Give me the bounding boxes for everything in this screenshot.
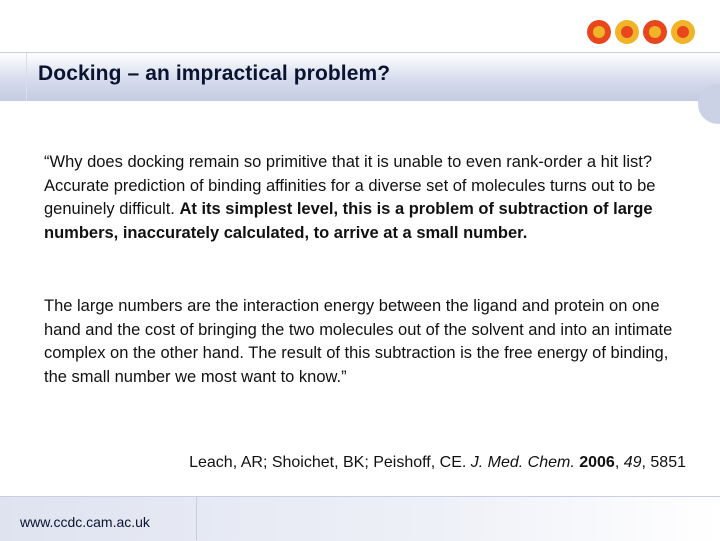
logo-ring-1 — [587, 20, 611, 44]
footer-url[interactable]: www.ccdc.cam.ac.uk — [20, 514, 150, 530]
logo-ring-4 — [671, 20, 695, 44]
citation-volume: 49 — [623, 454, 642, 471]
citation-page: 5851 — [650, 454, 686, 471]
citation-journal: J. Med. Chem. — [470, 454, 575, 471]
logo-ring-3 — [643, 20, 667, 44]
citation: Leach, AR; Shoichet, BK; Peishoff, CE. J. Med. Chem. 2006, 49, 5851 — [189, 454, 686, 471]
citation-year: 2006 — [579, 454, 615, 471]
quote-paragraph-1 — [44, 151, 694, 245]
slide-title: Docking – an impractical problem? — [38, 62, 391, 85]
logo-ring-2 — [615, 20, 639, 44]
quote-p1-plain: “Why does docking remain so primitive that it is unable to even rank-order a hit list? Accurate prediction of binding affinities for a diverse set of molecules turns out to be genuinely difficult. — [44, 153, 656, 218]
title-bar-rule — [26, 53, 27, 101]
citation-authors: Leach, AR; Shoichet, BK; Peishoff, CE. — [189, 454, 471, 471]
quote-paragraph-2: The large numbers are the interaction energy between the ligand and protein on one hand and the cost of bringing the two molecules out of the solvent and into an intimate complex on the other hand. The result of this subtraction is the free energy of binding, the small number we most want to know.” — [44, 297, 673, 386]
quote-p1-bold: At its simplest level, this is a problem of subtraction of large numbers, inaccurately calculated, to arrive at a small number. — [44, 200, 653, 242]
footer-divider — [196, 496, 197, 540]
ccdc-logo-icon — [586, 18, 698, 46]
